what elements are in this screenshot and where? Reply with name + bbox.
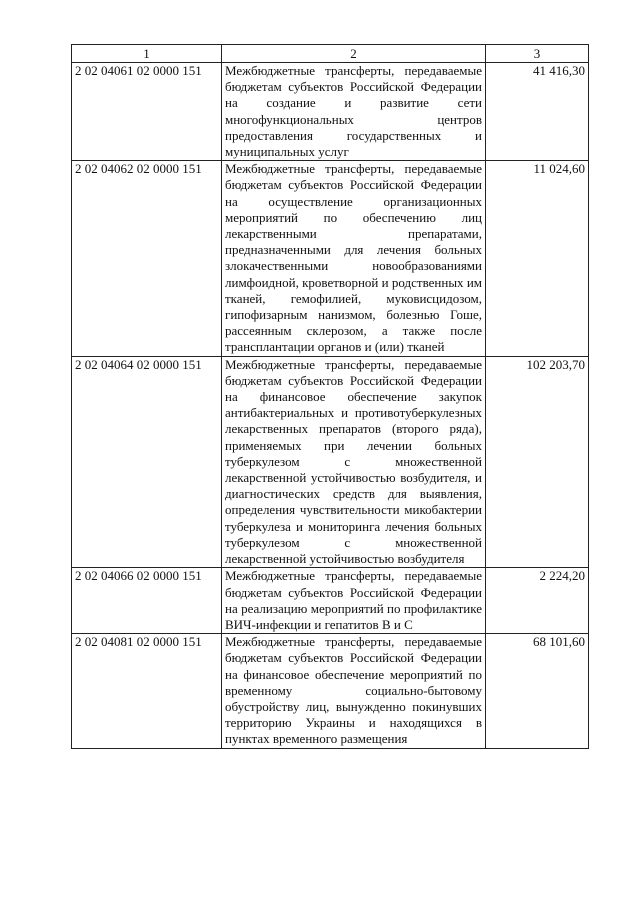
description-cell: Межбюджетные трансферты, передаваемые бюджетам субъектов Российской Федерации на финансовое обеспечение закупок антибактериальных и противотуберкулезных лекарственных препаратов (второго ряда), применяемых при лечении больных туберкулезом с множественной лекарственной устойчивостью возбудителя, и диагностических средств для выявления, определения чувствительности микобактерии туберкулеза и мониторинга лечения больных туберкулезом с множественной лекарственной устойчивостью возбудителя bbox=[222, 356, 486, 568]
table-header-row bbox=[72, 45, 589, 63]
budget-code-cell: 2 02 04064 02 0000 151 bbox=[72, 356, 222, 568]
column-header-name: 2 bbox=[222, 45, 486, 63]
document-page bbox=[71, 44, 588, 749]
description-cell: Межбюджетные трансферты, передаваемые бюджетам субъектов Российской Федерации на осуществление организационных мероприятий по обеспечению лиц лекарственными препаратами, предназначенными для лечения больных злокачественными новообразованиями лимфоидной, кроветворной и родственных им тканей, гемофилией, муковисцидозом, гипофизарным нанизмом, болезнью Гоше, рассеянным склерозом, а также после трансплантации органов и (или) тканей bbox=[222, 161, 486, 356]
budget-code-cell: 2 02 04062 02 0000 151 bbox=[72, 161, 222, 356]
amount-cell: 2 224,20 bbox=[486, 568, 589, 634]
description-cell: Межбюджетные трансферты, передаваемые бюджетам субъектов Российской Федерации на создание и развитие сети многофункциональных центров предоставления государственных и муниципальных услуг bbox=[222, 63, 486, 161]
budget-code-cell: 2 02 04066 02 0000 151 bbox=[72, 568, 222, 634]
budget-code-cell: 2 02 04061 02 0000 151 bbox=[72, 63, 222, 161]
table-row bbox=[72, 634, 589, 748]
table-row bbox=[72, 356, 589, 568]
amount-cell: 11 024,60 bbox=[486, 161, 589, 356]
table-row bbox=[72, 161, 589, 356]
budget-table bbox=[71, 44, 589, 749]
table-row bbox=[72, 568, 589, 634]
amount-cell: 68 101,60 bbox=[486, 634, 589, 748]
amount-cell: 102 203,70 bbox=[486, 356, 589, 568]
description-cell: Межбюджетные трансферты, передаваемые бюджетам субъектов Российской Федерации на реализацию мероприятий по профилактике ВИЧ-инфекции и гепатитов B и C bbox=[222, 568, 486, 634]
column-header-code: 1 bbox=[72, 45, 222, 63]
description-cell: Межбюджетные трансферты, передаваемые бюджетам субъектов Российской Федерации на финансовое обеспечение мероприятий по временному социально-бытовому обустройству лиц, вынужденно покинувших территорию Украины и находящихся в пунктах временного размещения bbox=[222, 634, 486, 748]
table-row bbox=[72, 63, 589, 161]
column-header-amount: 3 bbox=[486, 45, 589, 63]
amount-cell: 41 416,30 bbox=[486, 63, 589, 161]
budget-code-cell: 2 02 04081 02 0000 151 bbox=[72, 634, 222, 748]
